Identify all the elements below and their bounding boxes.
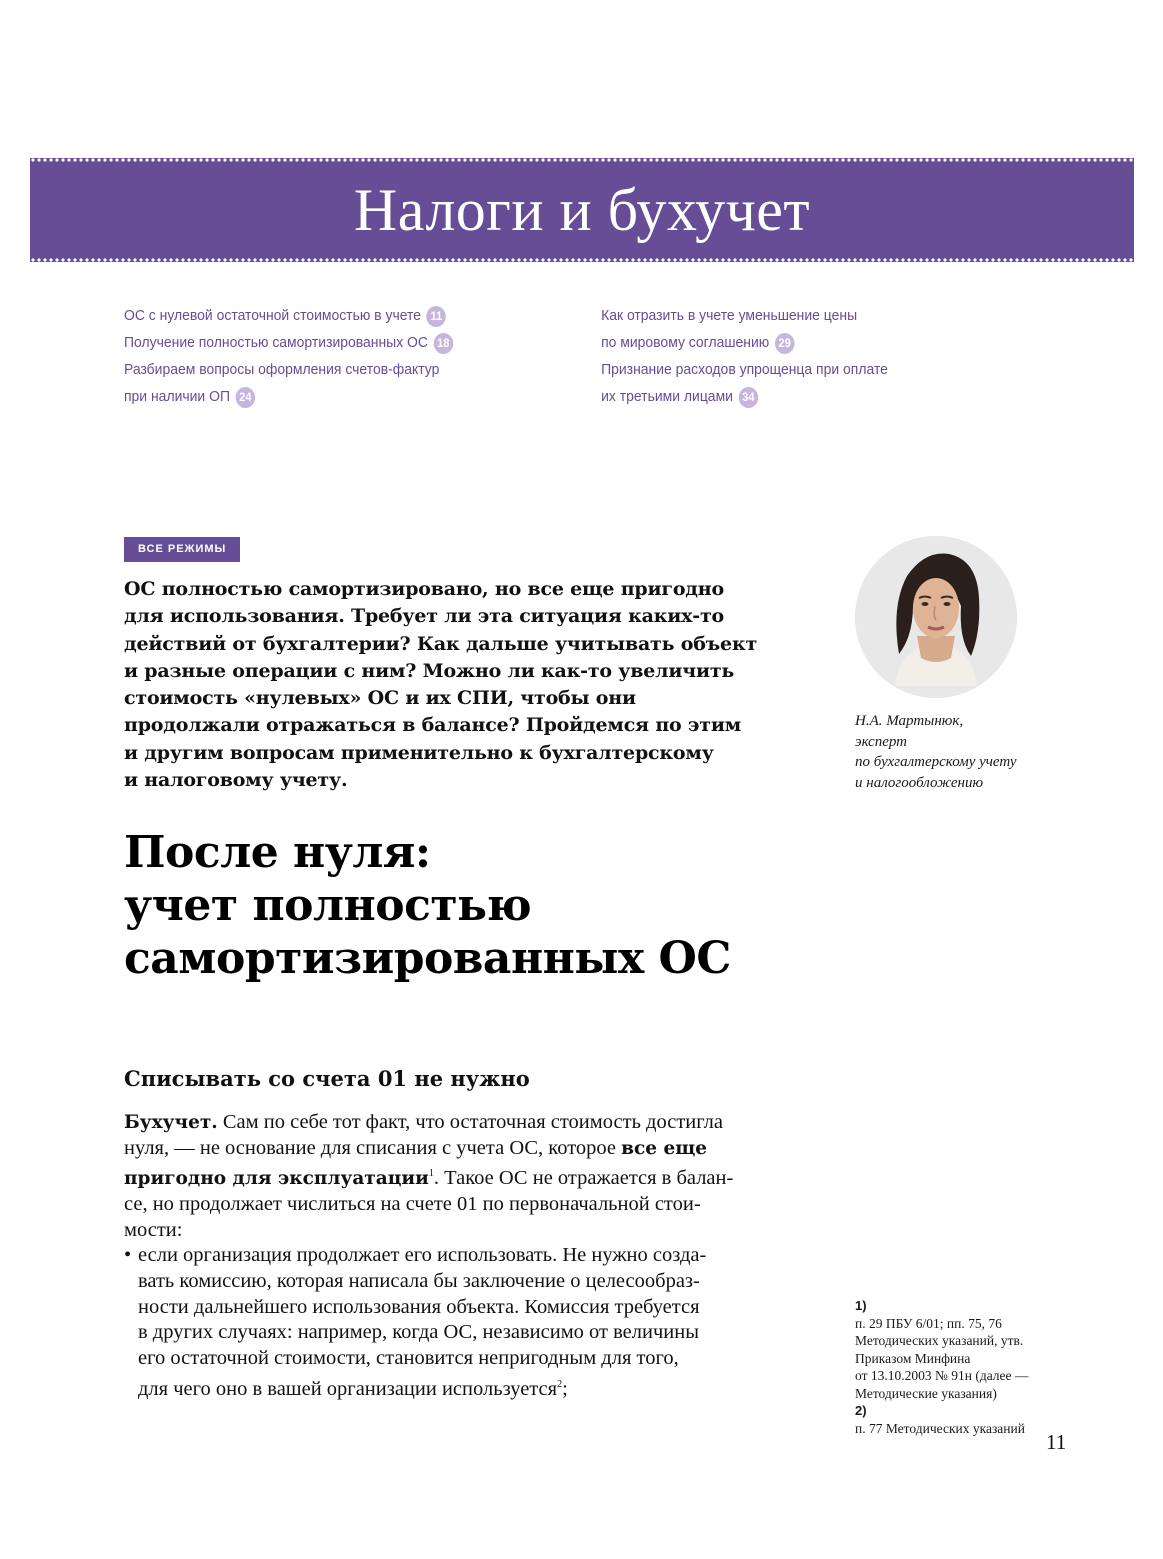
toc-item[interactable]: ОС с нулевой остаточной стоимостью в учете 11 [124,302,533,329]
article-lead: ОС полностью самортизировано, но все еще пригодно для использования. Требует ли эта ситуация каких-то действий от бухгалтерии? Как дальше учитывать объект и разные операции с ним? Можно ли как-то увеличить стоимость «нулевых» ОС и их СПИ, чтобы они продолжали отражаться в балансе? Пройдемся по этим и другим вопросам применительно к бухгалтерскому и налоговому учету. [124,578,758,792]
section-title: Налоги и бухучет [353,176,811,243]
body-line: нуля, — не основание для списания с учета ОС, которое все еще [124,1136,707,1159]
body-line: Бухучет. Сам по себе тот факт, что остаточная стоимость достигла [124,1111,723,1133]
footnote-1: 1) п. 29 ПБУ 6/01; пп. 75, 76 [855,1298,1002,1331]
article-body [124,1110,804,1402]
article-headline: После нуля: учет полностью самортизированных ОС [124,827,731,984]
section-banner [30,158,1134,262]
author-portrait-icon [855,536,1017,698]
author-photo [855,536,1017,698]
footnotes: 1) п. 29 ПБУ 6/01; пп. 75, 76 Методических указаний, утв. Приказом Минфина от 13.10.2003 № 91н (далее — Методические указания) 2) п. 77 Методических указаний [855,1297,1095,1437]
toc-item[interactable]: их третьими лицами 34 [601,383,992,410]
category-tag: ВСЕ РЕЖИМЫ [124,537,240,562]
page-badge: 11 [427,306,447,327]
page-badge: 29 [775,333,795,354]
footnote-2: 2) п. 77 Методических указаний [855,1403,1025,1436]
toc-item[interactable]: Получение полностью самортизированных ОС 18 [124,329,533,356]
footnote-ref[interactable]: 1 [428,1168,434,1180]
toc-item[interactable]: Признание расходов упрощенца при оплате [601,361,888,378]
page-badge: 18 [434,333,454,354]
toc-item[interactable]: Разбираем вопросы оформления счетов-фактур [124,361,440,378]
toc-column-right [601,302,992,410]
page-number: 11 [1046,1430,1067,1454]
author-caption: Н.А. Мартынюк, эксперт по бухгалтерскому учету и налогообложению [855,713,1017,791]
section-subheading: Списывать со счета 01 не нужно [124,1066,530,1091]
body-line: мости: [124,1218,183,1241]
toc-column-left [124,302,533,410]
toc-item[interactable]: при наличии ОП 24 [124,383,533,410]
page-badge: 34 [739,387,759,408]
list-item: • если организация продолжает его использовать. Не нужно созда- вать комиссию, которая написала бы заключение о целесообраз- ности дальнейшего использования объекта. Комиссия требуется в других случаях: например, когда ОС, независимо от величины его остаточной стоимости, становится непригодным для того, для чего оно в вашей организации используется$^2$; [124,1244,707,1400]
page-badge: 24 [236,387,256,408]
body-line: пригодно для эксплуатации$^1$. Такое ОС не отражается в балан- [124,1167,734,1190]
footnote-ref[interactable]: 2 [557,1378,563,1390]
toc-item[interactable]: Как отразить в учете уменьшение цены [601,307,858,324]
toc-item[interactable]: по мировому соглашению 29 [601,329,992,356]
bullet-icon: • [124,1244,132,1267]
body-line: се, но продолжает числиться на счете 01 по первоначальной стои- [124,1192,701,1215]
